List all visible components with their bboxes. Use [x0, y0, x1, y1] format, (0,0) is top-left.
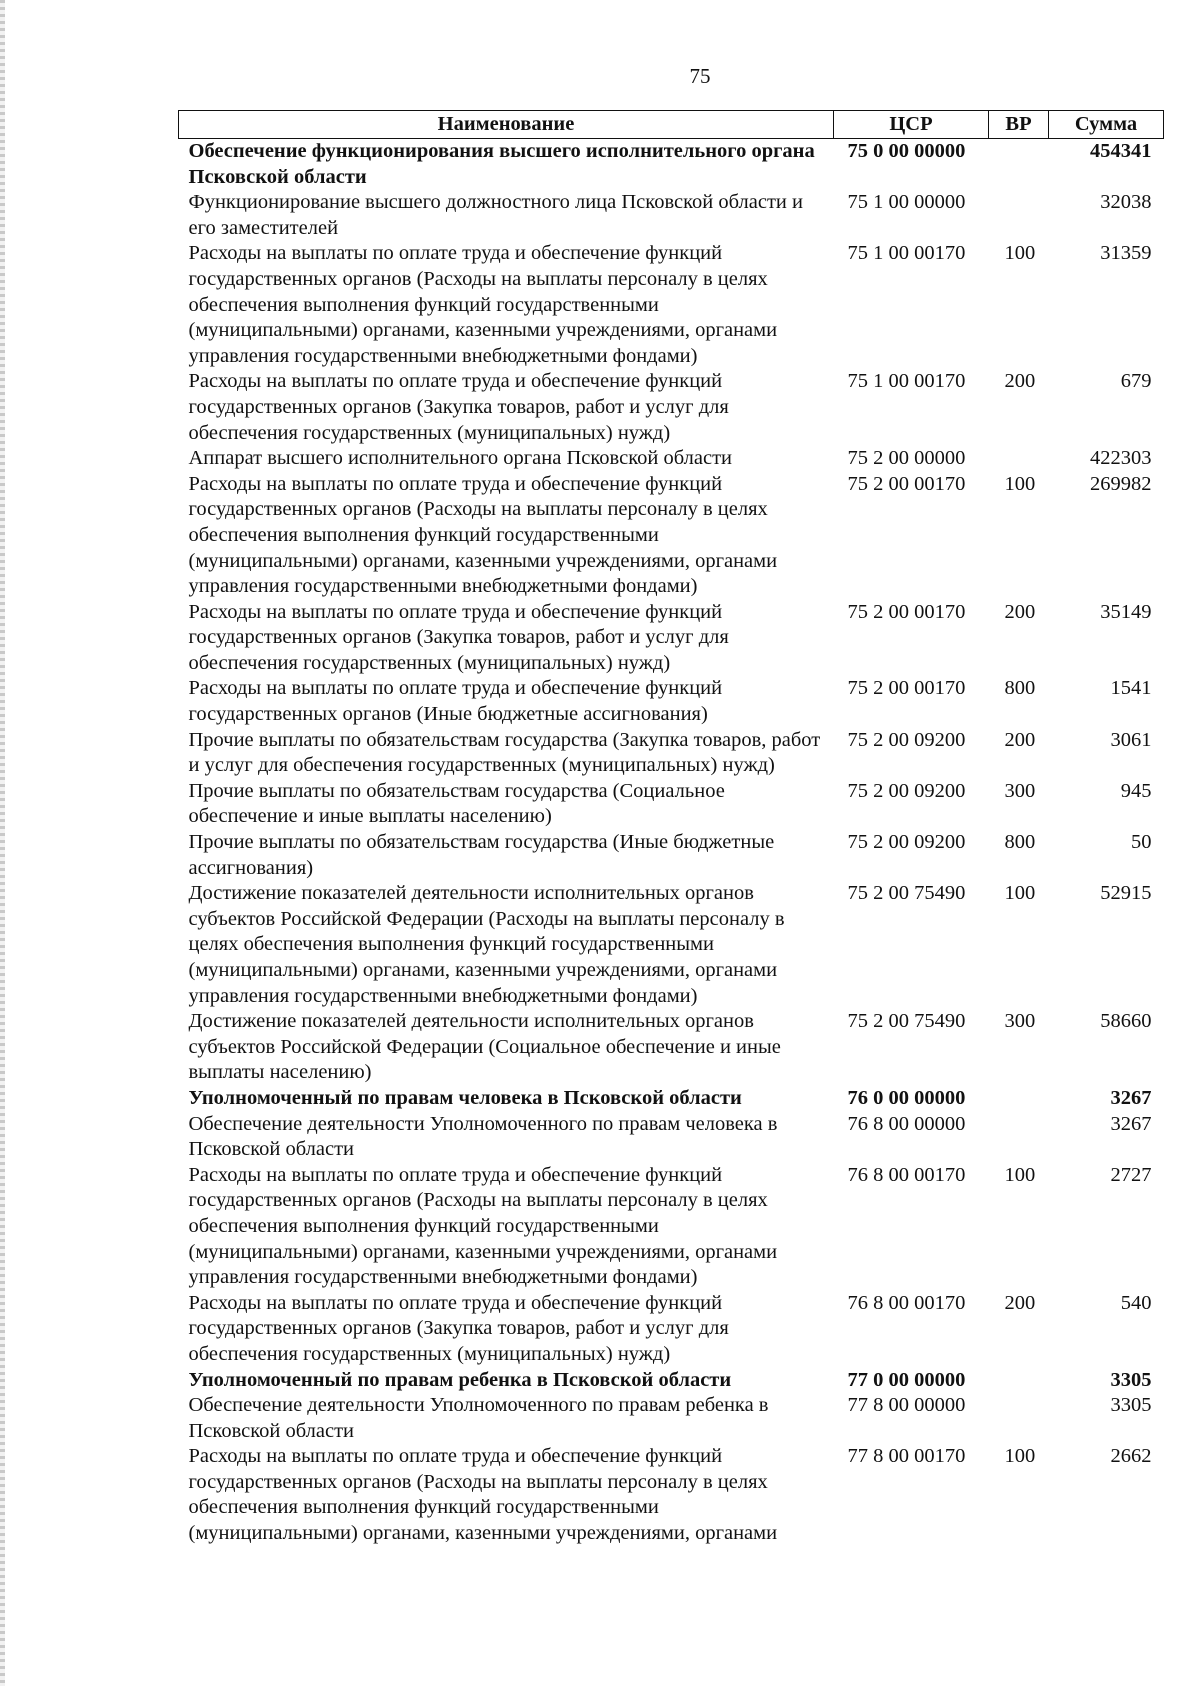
cell-csr: 75 2 00 09200: [847, 831, 966, 854]
cell-sum: 3267: [1110, 1112, 1152, 1135]
cell-name: Достижение показателей деятельности исполнительных органов субъектов Российской Федерации (Расходы на выплаты персоналу в целях обеспечения выполнения функций государственными (муниципальными) органами, казенными учреждениями, органами управления государственными внебюджетными фондами): [188, 882, 785, 1007]
cell-vr: 200: [1004, 600, 1036, 623]
table-row: [179, 728, 1164, 779]
cell-name: Расходы на выплаты по оплате труда и обеспечение функций государственных органов (Расходы на выплаты персоналу в целях обеспечения выполнения функций государственными (муниципальными) органами, казенными учреждениями, органами управления государственными внебюджетными фондами): [188, 472, 778, 598]
cell-csr: 75 2 00 00170: [847, 677, 966, 700]
table-row: [179, 369, 1164, 446]
cell-sum: 679: [1120, 370, 1152, 393]
cell-name: Достижение показателей деятельности исполнительных органов субъектов Российской Федерации (Социальное обеспечение и иные выплаты населению): [188, 1010, 781, 1084]
cell-csr: 75 1 00 00170: [847, 370, 966, 393]
cell-csr: 77 8 00 00170: [847, 1445, 966, 1468]
table-row: [179, 1368, 1164, 1394]
cell-vr: [989, 190, 1049, 241]
cell-sum: 945: [1120, 779, 1152, 802]
cell-sum: 50: [1131, 831, 1152, 854]
table-row: [179, 1444, 1164, 1546]
cell-csr: 76 8 00 00170: [847, 1163, 966, 1186]
cell-sum: 3061: [1110, 728, 1152, 751]
cell-vr: [989, 139, 1049, 191]
cell-vr: [989, 1086, 1049, 1112]
cell-sum: 58660: [1100, 1010, 1152, 1033]
cell-name: Обеспечение функционирования высшего исполнительного органа Псковской области: [188, 140, 815, 188]
cell-sum: 35149: [1100, 600, 1152, 623]
table-row: [179, 1112, 1164, 1163]
cell-csr: 75 2 00 09200: [847, 728, 966, 751]
cell-vr: 100: [1004, 882, 1036, 905]
cell-vr: 100: [1004, 1445, 1036, 1468]
cell-csr: 75 2 00 00170: [847, 600, 966, 623]
cell-csr: 75 0 00 00000: [847, 140, 966, 162]
header-name: Наименование: [179, 111, 834, 139]
header-vr: ВР: [989, 111, 1049, 139]
cell-vr: 200: [1004, 1291, 1036, 1314]
cell-csr: 75 1 00 00170: [847, 242, 966, 265]
cell-vr: 100: [1004, 1163, 1036, 1186]
cell-csr: 75 2 00 00170: [847, 472, 966, 495]
cell-csr: 75 2 00 75490: [847, 882, 966, 905]
cell-name: Уполномоченный по правам ребенка в Псковской области: [188, 1368, 732, 1391]
cell-name: Обеспечение деятельности Уполномоченного по правам человека в Псковской области: [188, 1112, 778, 1161]
cell-vr: [989, 1393, 1049, 1444]
table-row: [179, 830, 1164, 881]
cell-name: Расходы на выплаты по оплате труда и обеспечение функций государственных органов (Расходы на выплаты персоналу в целях обеспечения выполнения функций государственными (муниципальными) органами, казенными учреждениями, органами: [188, 1445, 778, 1545]
cell-sum: 3305: [1110, 1368, 1152, 1391]
cell-sum: 2662: [1110, 1445, 1152, 1468]
cell-csr: 75 2 00 75490: [847, 1010, 966, 1033]
cell-csr: 77 0 00 00000: [847, 1368, 966, 1391]
cell-name: Прочие выплаты по обязательствам государства (Иные бюджетные ассигнования): [188, 831, 775, 879]
cell-vr: 200: [1004, 370, 1036, 393]
cell-name: Функционирование высшего должностного лица Псковской области и его заместителей: [188, 191, 803, 239]
cell-sum: 31359: [1100, 242, 1152, 265]
scan-edge: [0, 0, 5, 1686]
header-row: [179, 111, 1164, 139]
budget-table: [178, 110, 1164, 1547]
page-number: 75: [689, 64, 711, 88]
header-csr: ЦСР: [834, 111, 989, 139]
cell-vr: [989, 446, 1049, 472]
cell-sum: 2727: [1110, 1163, 1152, 1186]
table-row: [179, 1393, 1164, 1444]
cell-sum: 32038: [1100, 191, 1152, 214]
cell-sum: 269982: [1090, 472, 1152, 495]
cell-sum: 3305: [1110, 1394, 1152, 1417]
cell-name: Расходы на выплаты по оплате труда и обеспечение функций государственных органов (Расходы на выплаты персоналу в целях обеспечения выполнения функций государственными (муниципальными) органами, казенными учреждениями, органами управления государственными внебюджетными фондами): [188, 1163, 778, 1289]
table-row: [179, 881, 1164, 1009]
cell-name: Аппарат высшего исполнительного органа Псковской области: [188, 447, 733, 470]
cell-name: Расходы на выплаты по оплате труда и обеспечение функций государственных органов (Закупка товаров, работ и услуг для обеспечения государственных (муниципальных) нужд): [188, 370, 729, 444]
cell-csr: 75 2 00 00000: [847, 447, 966, 470]
cell-csr: 75 1 00 00000: [847, 191, 966, 214]
table-row: [179, 1086, 1164, 1112]
cell-vr: 300: [1004, 779, 1036, 802]
cell-vr: 100: [1004, 242, 1036, 265]
cell-sum: 422303: [1090, 447, 1152, 470]
cell-name: Расходы на выплаты по оплате труда и обеспечение функций государственных органов (Закупка товаров, работ и услуг для обеспечения государственных (муниципальных) нужд): [188, 1291, 729, 1365]
cell-name: Расходы на выплаты по оплате труда и обеспечение функций государственных органов (Закупка товаров, работ и услуг для обеспечения государственных (муниципальных) нужд): [188, 600, 729, 674]
cell-vr: 300: [1004, 1010, 1036, 1033]
cell-csr: 76 0 00 00000: [847, 1086, 966, 1109]
cell-vr: 200: [1004, 728, 1036, 751]
cell-name: Расходы на выплаты по оплате труда и обеспечение функций государственных органов (Расходы на выплаты персоналу в целях обеспечения выполнения функций государственными (муниципальными) органами, казенными учреждениями, органами управления государственными внебюджетными фондами): [188, 242, 778, 367]
table-row: [179, 472, 1164, 600]
table-row: [179, 190, 1164, 241]
cell-csr: 75 2 00 09200: [847, 779, 966, 802]
cell-vr: [989, 1368, 1049, 1394]
table-row: [179, 600, 1164, 677]
cell-vr: 100: [1004, 472, 1036, 495]
cell-csr: 77 8 00 00000: [847, 1394, 966, 1417]
cell-sum: 454341: [1090, 140, 1152, 162]
cell-name: Прочие выплаты по обязательствам государства (Закупка товаров, работ и услуг для обеспечения государственных (муниципальных) нужд): [188, 728, 821, 777]
cell-vr: [989, 1112, 1049, 1163]
table-row: [179, 779, 1164, 830]
cell-name: Расходы на выплаты по оплате труда и обеспечение функций государственных органов (Иные бюджетные ассигнования): [188, 677, 723, 726]
cell-sum: 3267: [1110, 1086, 1152, 1109]
cell-name: Уполномоченный по правам человека в Псковской области: [188, 1086, 742, 1109]
table-row: [179, 676, 1164, 727]
table-row: [179, 1291, 1164, 1368]
cell-vr: 800: [1004, 831, 1036, 854]
table-header: [179, 111, 1164, 139]
cell-csr: 76 8 00 00000: [847, 1112, 966, 1135]
cell-sum: 52915: [1100, 882, 1152, 905]
table-body: [179, 139, 1164, 1547]
cell-name: Обеспечение деятельности Уполномоченного по правам ребенка в Псковской области: [188, 1394, 769, 1442]
cell-sum: 1541: [1110, 677, 1152, 700]
cell-name: Прочие выплаты по обязательствам государства (Социальное обеспечение и иные выплаты населению): [188, 779, 725, 828]
table-row: [179, 139, 1164, 191]
table-row: [179, 446, 1164, 472]
table-row: [179, 1009, 1164, 1086]
cell-vr: 800: [1004, 677, 1036, 700]
cell-sum: 540: [1120, 1291, 1152, 1314]
table-row: [179, 1163, 1164, 1291]
cell-csr: 76 8 00 00170: [847, 1291, 966, 1314]
header-sum: Сумма: [1049, 111, 1164, 139]
table-row: [179, 241, 1164, 369]
